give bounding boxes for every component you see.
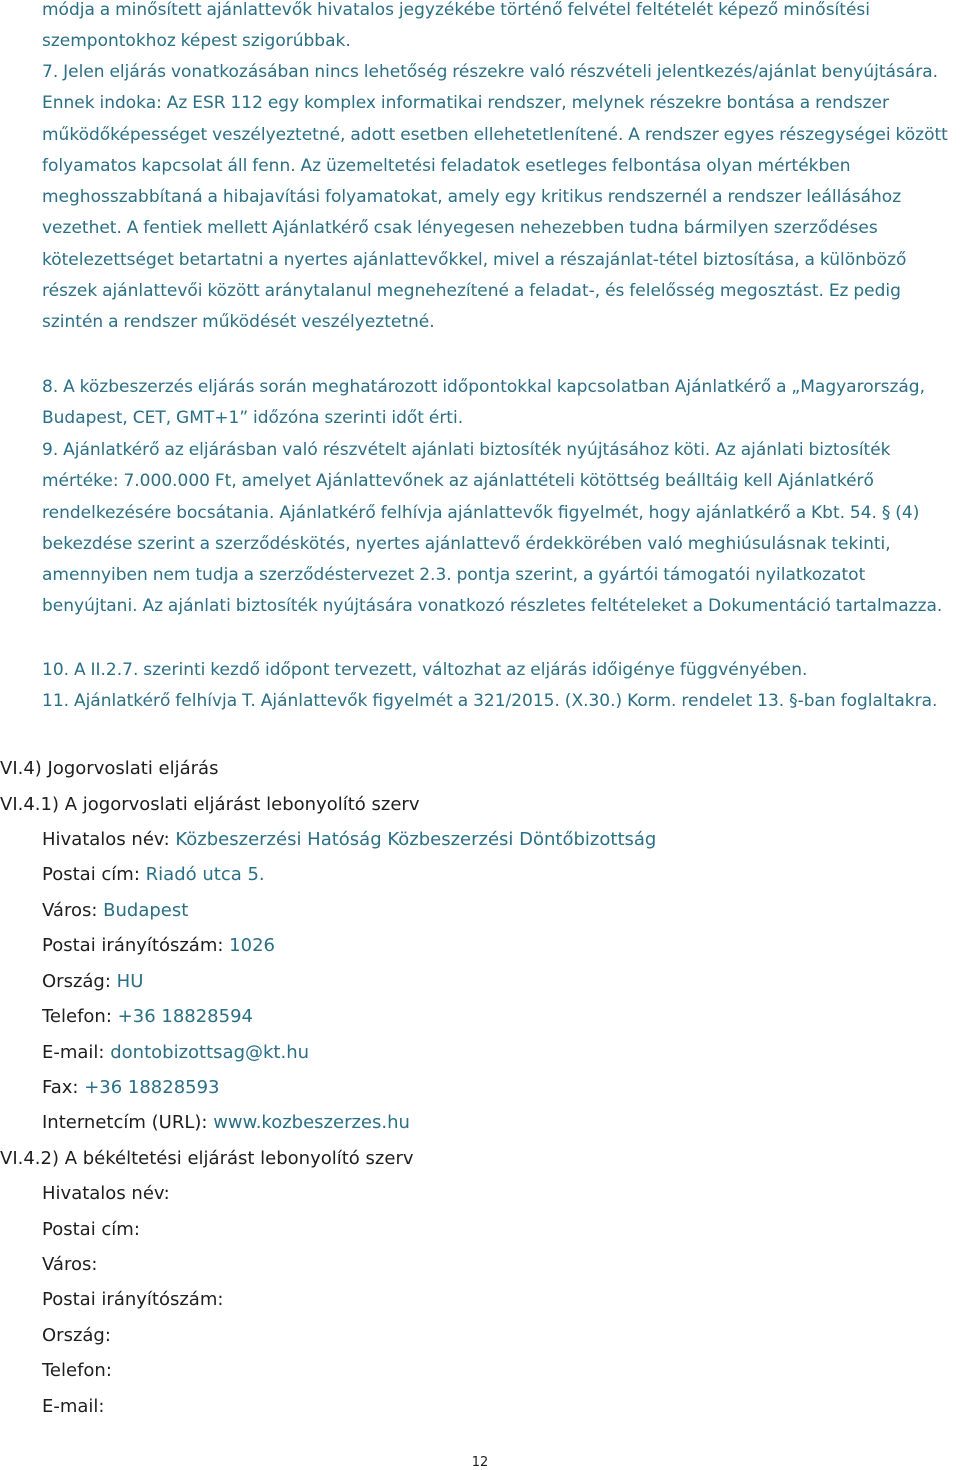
field-country	[42, 971, 143, 992]
field-email	[42, 1396, 105, 1417]
field-label: Postai irányítószám:	[42, 935, 224, 956]
section-heading-vi4: VI.4) Jogorvoslati eljárás	[0, 758, 219, 779]
field-label: Hivatalos név:	[42, 1183, 170, 1204]
field-value: +36 18828593	[84, 1077, 220, 1098]
field-label: E-mail:	[42, 1042, 105, 1063]
section-heading-vi41: VI.4.1) A jogorvoslati eljárást lebonyolító szerv	[0, 794, 420, 815]
field-label: Postai cím:	[42, 864, 140, 885]
field-value: HU	[116, 971, 144, 992]
field-label: Postai irányítószám:	[42, 1289, 224, 1310]
field-postal-code	[42, 935, 275, 956]
field-label: Hivatalos név:	[42, 829, 170, 850]
field-label: Város:	[42, 900, 98, 921]
page-number: 12	[471, 1455, 489, 1470]
field-label: E-mail:	[42, 1396, 105, 1417]
field-postal-address	[42, 864, 265, 885]
paragraph-11: 11. Ajánlatkérő felhívja T. Ajánlattevők figyelmét a 321/2015. (X.30.) Korm. rendelet 13. §-ban foglaltakra.	[42, 691, 938, 711]
field-value: 1026	[229, 935, 275, 956]
field-value: Riadó utca 5.	[145, 864, 265, 885]
field-official-name	[42, 1183, 170, 1204]
field-postal-code	[42, 1289, 223, 1310]
field-label: Postai cím:	[42, 1219, 140, 1240]
field-fax	[42, 1077, 220, 1098]
field-value: Közbeszerzési Hatóság Közbeszerzési Döntőbizottság	[175, 829, 657, 850]
field-label: Internetcím (URL):	[42, 1112, 208, 1133]
paragraph-10: 10. A II.2.7. szerinti kezdő időpont tervezett, változhat az eljárás időigénye függvényében.	[42, 660, 808, 680]
field-official-name	[42, 829, 656, 850]
field-label: Telefon:	[42, 1360, 112, 1381]
field-value: Budapest	[103, 900, 189, 921]
field-phone	[42, 1006, 253, 1027]
field-email	[42, 1042, 309, 1063]
paragraph-9: 9. Ajánlatkérő az eljárásban való részvételt ajánlati biztosíték nyújtásához köti. Az ajánlati biztosíték mértéke: 7.000.000 Ft, amelyet Ajánlattevőnek az ajánlattételi kötöttség beálltáig kell Ajánlatkérő rendelkezésére bocsátania. Ajánlatkérő felhívja ajánlattevők figyelmét, hogy ajánlatkérő a Kbt. 54. § (4) bekezdése szerint a szerződéskötés, nyertes ajánlattevő érdekkörében való meghiúsulásnak tekinti, amennyiben nem tudja a szerződéstervezet 2.3. pontja szerint, a gyártói támogatói nyilatkozatot benyújtani. Az ajánlati biztosíték nyújtására vonatkozó részletes feltételeket a Dokumentáció tartalmazza.	[42, 440, 943, 617]
field-phone	[42, 1360, 112, 1381]
field-city	[42, 1254, 97, 1275]
field-postal-address	[42, 1219, 140, 1240]
field-value: www.kozbeszerzes.hu	[213, 1112, 410, 1133]
field-label: Város:	[42, 1254, 98, 1275]
section-heading-vi42: VI.4.2) A békéltetési eljárást lebonyolító szerv	[0, 1148, 414, 1169]
field-label: Ország:	[42, 971, 111, 992]
field-value: +36 18828594	[117, 1006, 253, 1027]
field-label: Telefon:	[42, 1006, 112, 1027]
paragraph-8: 8. A közbeszerzés eljárás során meghatározott időpontokkal kapcsolatban Ajánlatkérő a „Magyarország, Budapest, CET, GMT+1” időzóna szerinti időt érti.	[42, 377, 925, 429]
field-label: Fax:	[42, 1077, 79, 1098]
field-value: dontobizottsag@kt.hu	[110, 1042, 310, 1063]
field-city	[42, 900, 188, 921]
field-label: Ország:	[42, 1325, 111, 1346]
field-country	[42, 1325, 111, 1346]
field-url	[42, 1112, 410, 1133]
paragraph-7: 7. Jelen eljárás vonatkozásában nincs lehetőség részekre való részvételi jelentkezés/ajánlat benyújtására. Ennek indoka: Az ESR 112 egy komplex informatikai rendszer, melynek részekre bontása a rendszer működőképességet veszélyeztetné, adott esetben ellehetetlenítené. A rendszer egyes részegységei között folyamatos kapcsolat áll fenn. Az üzemeltetési feladatok esetleges felbontása olyan mértékben meghosszabbítaná a hibajavítási folyamatokat, amely egy kritikus rendszernél a rendszer leállásához vezethet. A fentiek mellett Ajánlatkérő csak lényegesen nehezebben tudna bármilyen szerződéses kötelezettséget betartatni a nyertes ajánlattevőkkel, mivel a részajánlat-tétel biztosítása, a különböző részek ajánlattevői között aránytalanul megnehezítené a feladat-, és felelősség megosztást. Ez pedig szintén a rendszer működését veszélyeztetné.	[42, 62, 948, 333]
paragraph-intro: módja a minősített ajánlattevők hivatalos jegyzékébe történő felvétel feltételét képező minősítési szempontokhoz képest szigorúbbak.	[42, 0, 870, 52]
